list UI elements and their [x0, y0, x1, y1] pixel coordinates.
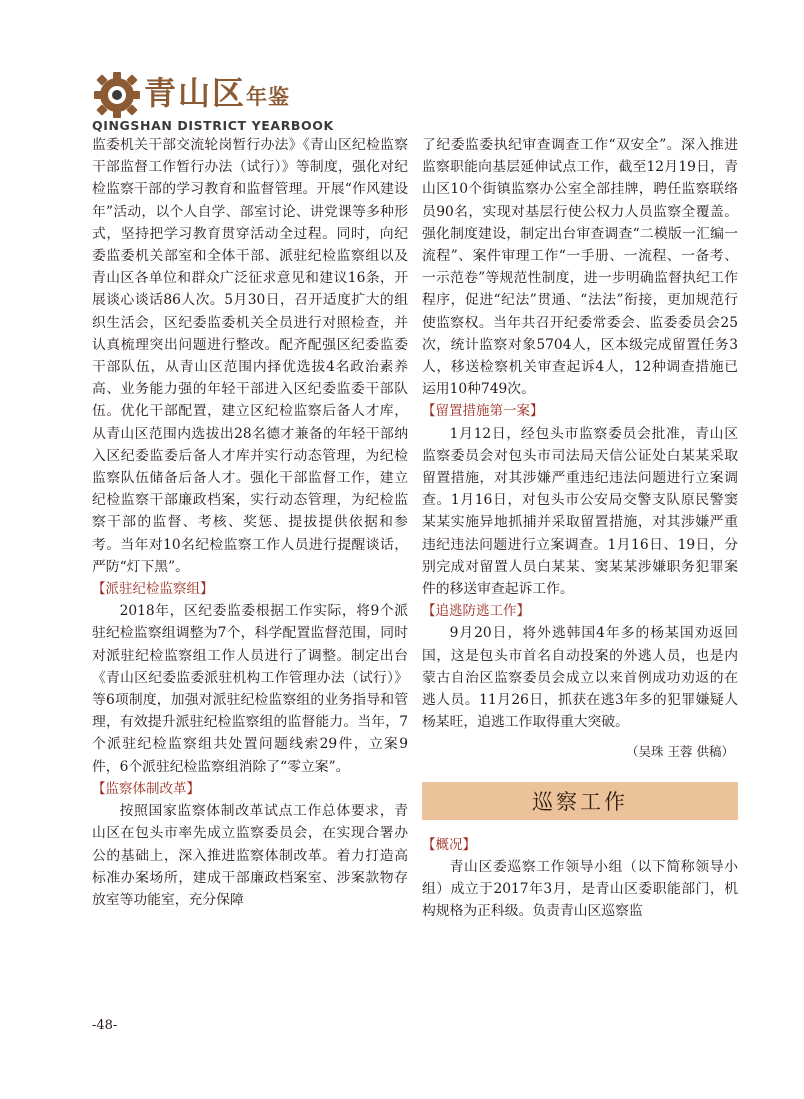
subsection-heading: 【派驻纪检监察组】	[92, 581, 214, 598]
subsection-heading: 【概况】	[422, 836, 476, 853]
paragraph: 1月12日，经包头市监察委员会批准，青山区监察委员会对包头市司法局天信公证处白某某采取留置措施，对其涉嫌严重违纪违法问题进行立案调查。1月16日，对包头市公安局交警支队原民警窦某某实施异地抓捕并采取留置措施，对其涉嫌严重违纪违法问题进行立案调查。1月16日、19日，分别完成对留置人员白某某、窦某某涉嫌职务犯罪案件的移送审查起诉工作。	[422, 425, 738, 598]
gear-logo-icon	[92, 70, 142, 120]
paragraph: 监委机关干部交流轮岗暂行办法》《青山区纪检监察干部监督工作暂行办法（试行）》等制度，强化对纪检监察干部的学习教育和监督管理。开展“作风建设年”活动，以个人自学、部室讨论、讲党课等多种形式，坚持把学习教育贯穿活动全过程。同时，向纪委监委机关部室和全体干部、派驻纪检监察组以及青山区各单位和群众广泛征求意见和建议16条，开展谈心谈话86人次。5月30日，召开适度扩大的组织生活会，区纪委监委机关全员进行对照检查，并认真梳理突出问题进行整改。配齐配强区纪委监委干部队伍，从青山区范围内择优选拔4名政治素养高、业务能力强的年轻干部进入区纪委监委干部队伍。优化干部配置，建立区纪检监察后备人才库，从青山区范围内选拔出28名德才兼备的年轻干部纳入区纪委监委后备人才库并实行动态管理，为纪检监察队伍储备后备人才。强化干部监督工作，建立纪检监察干部廉政档案，实行动态管理，为纪检监察干部的监督、考核、奖惩、提拔提供依据和参考。当年对10名纪检监察工作人员进行提醒谈话，严防“灯下黑”。	[92, 137, 408, 575]
paragraph: 9月20日，将外逃韩国4年多的杨某国劝返回国，这是包头市首名自动投案的外逃人员，也是内蒙古自治区监察委员会成立以来首例成功劝返的在逃人员。11月26日，抓获在逃3年多的犯罪嫌疑人杨某旺，追逃工作取得重大突破。	[422, 625, 738, 731]
yearbook-title	[144, 68, 290, 114]
right-column	[422, 134, 738, 923]
page-number: -48-	[92, 1018, 118, 1033]
paragraph: 青山区委巡察工作领导小组（以下简称领导小组）成立于2017年3月，是青山区委职能部门，机构规格为正科级。负责青山区巡察监	[422, 858, 738, 920]
yearbook-title-small: 年鉴	[246, 85, 291, 109]
subsection-heading: 【留置措施第一案】	[422, 403, 544, 420]
left-column	[92, 134, 408, 911]
contributor-credit: （吴珠 王蓉 供稿）	[626, 744, 734, 760]
paragraph: 2018年，区纪委监委根据工作实际，将9个派驻纪检监察组调整为7个，科学配置监督范围，同时对派驻纪检监察组工作人员进行了调整。制定出台《青山区纪委监委派驻机构工作管理办法（试行）》等6项制度，加强对派驻纪检监察组的业务指导和管理，有效提升派驻纪检监察组的监督能力。当年，7个派驻纪检监察组共处置问题线索29件，立案9件，6个派驻纪检监察组消除了“零立案”。	[92, 603, 408, 775]
subsection-heading: 【追逃防逃工作】	[422, 603, 530, 620]
yearbook-english-title: QINGSHAN DISTRICT YEARBOOK	[92, 118, 334, 133]
subsection-heading: 【监察体制改革】	[92, 780, 200, 797]
paragraph: 按照国家监察体制改革试点工作总体要求，青山区在包头市率先成立监察委员会，在实现合署办公的基础上，深入推进监察体制改革。着力打造高标准办案场所，建成干部廉政档案室、涉案款物存放室等功能室，充分保障	[92, 803, 408, 908]
yearbook-header	[92, 62, 332, 134]
yearbook-title-main: 青山区	[144, 74, 247, 112]
section-title-bar: 巡察工作	[422, 782, 738, 820]
paragraph: 了纪委监委执纪审查调查工作“双安全”。深入推进监察职能向基层延伸试点工作，截至12月19日，青山区10个街镇监察办公室全部挂牌，聘任监察联络员90名，实现对基层行使公权力人员监察全覆盖。强化制度建设，制定出台审查调查“二模版一汇编一流程”、案件审理工作“一手册、一流程、一备考、一示范卷”等规范性制度，进一步明确监督执纪工作程序，促进“纪法”贯通、“法法”衔接，更加规范行使监察权。当年共召开纪委常委会、监委委员会25次，统计监察对象5704人，区本级完成留置任务3人，移送检察机关审查起诉4人，12种调查措施已运用10种749次。	[422, 137, 738, 398]
